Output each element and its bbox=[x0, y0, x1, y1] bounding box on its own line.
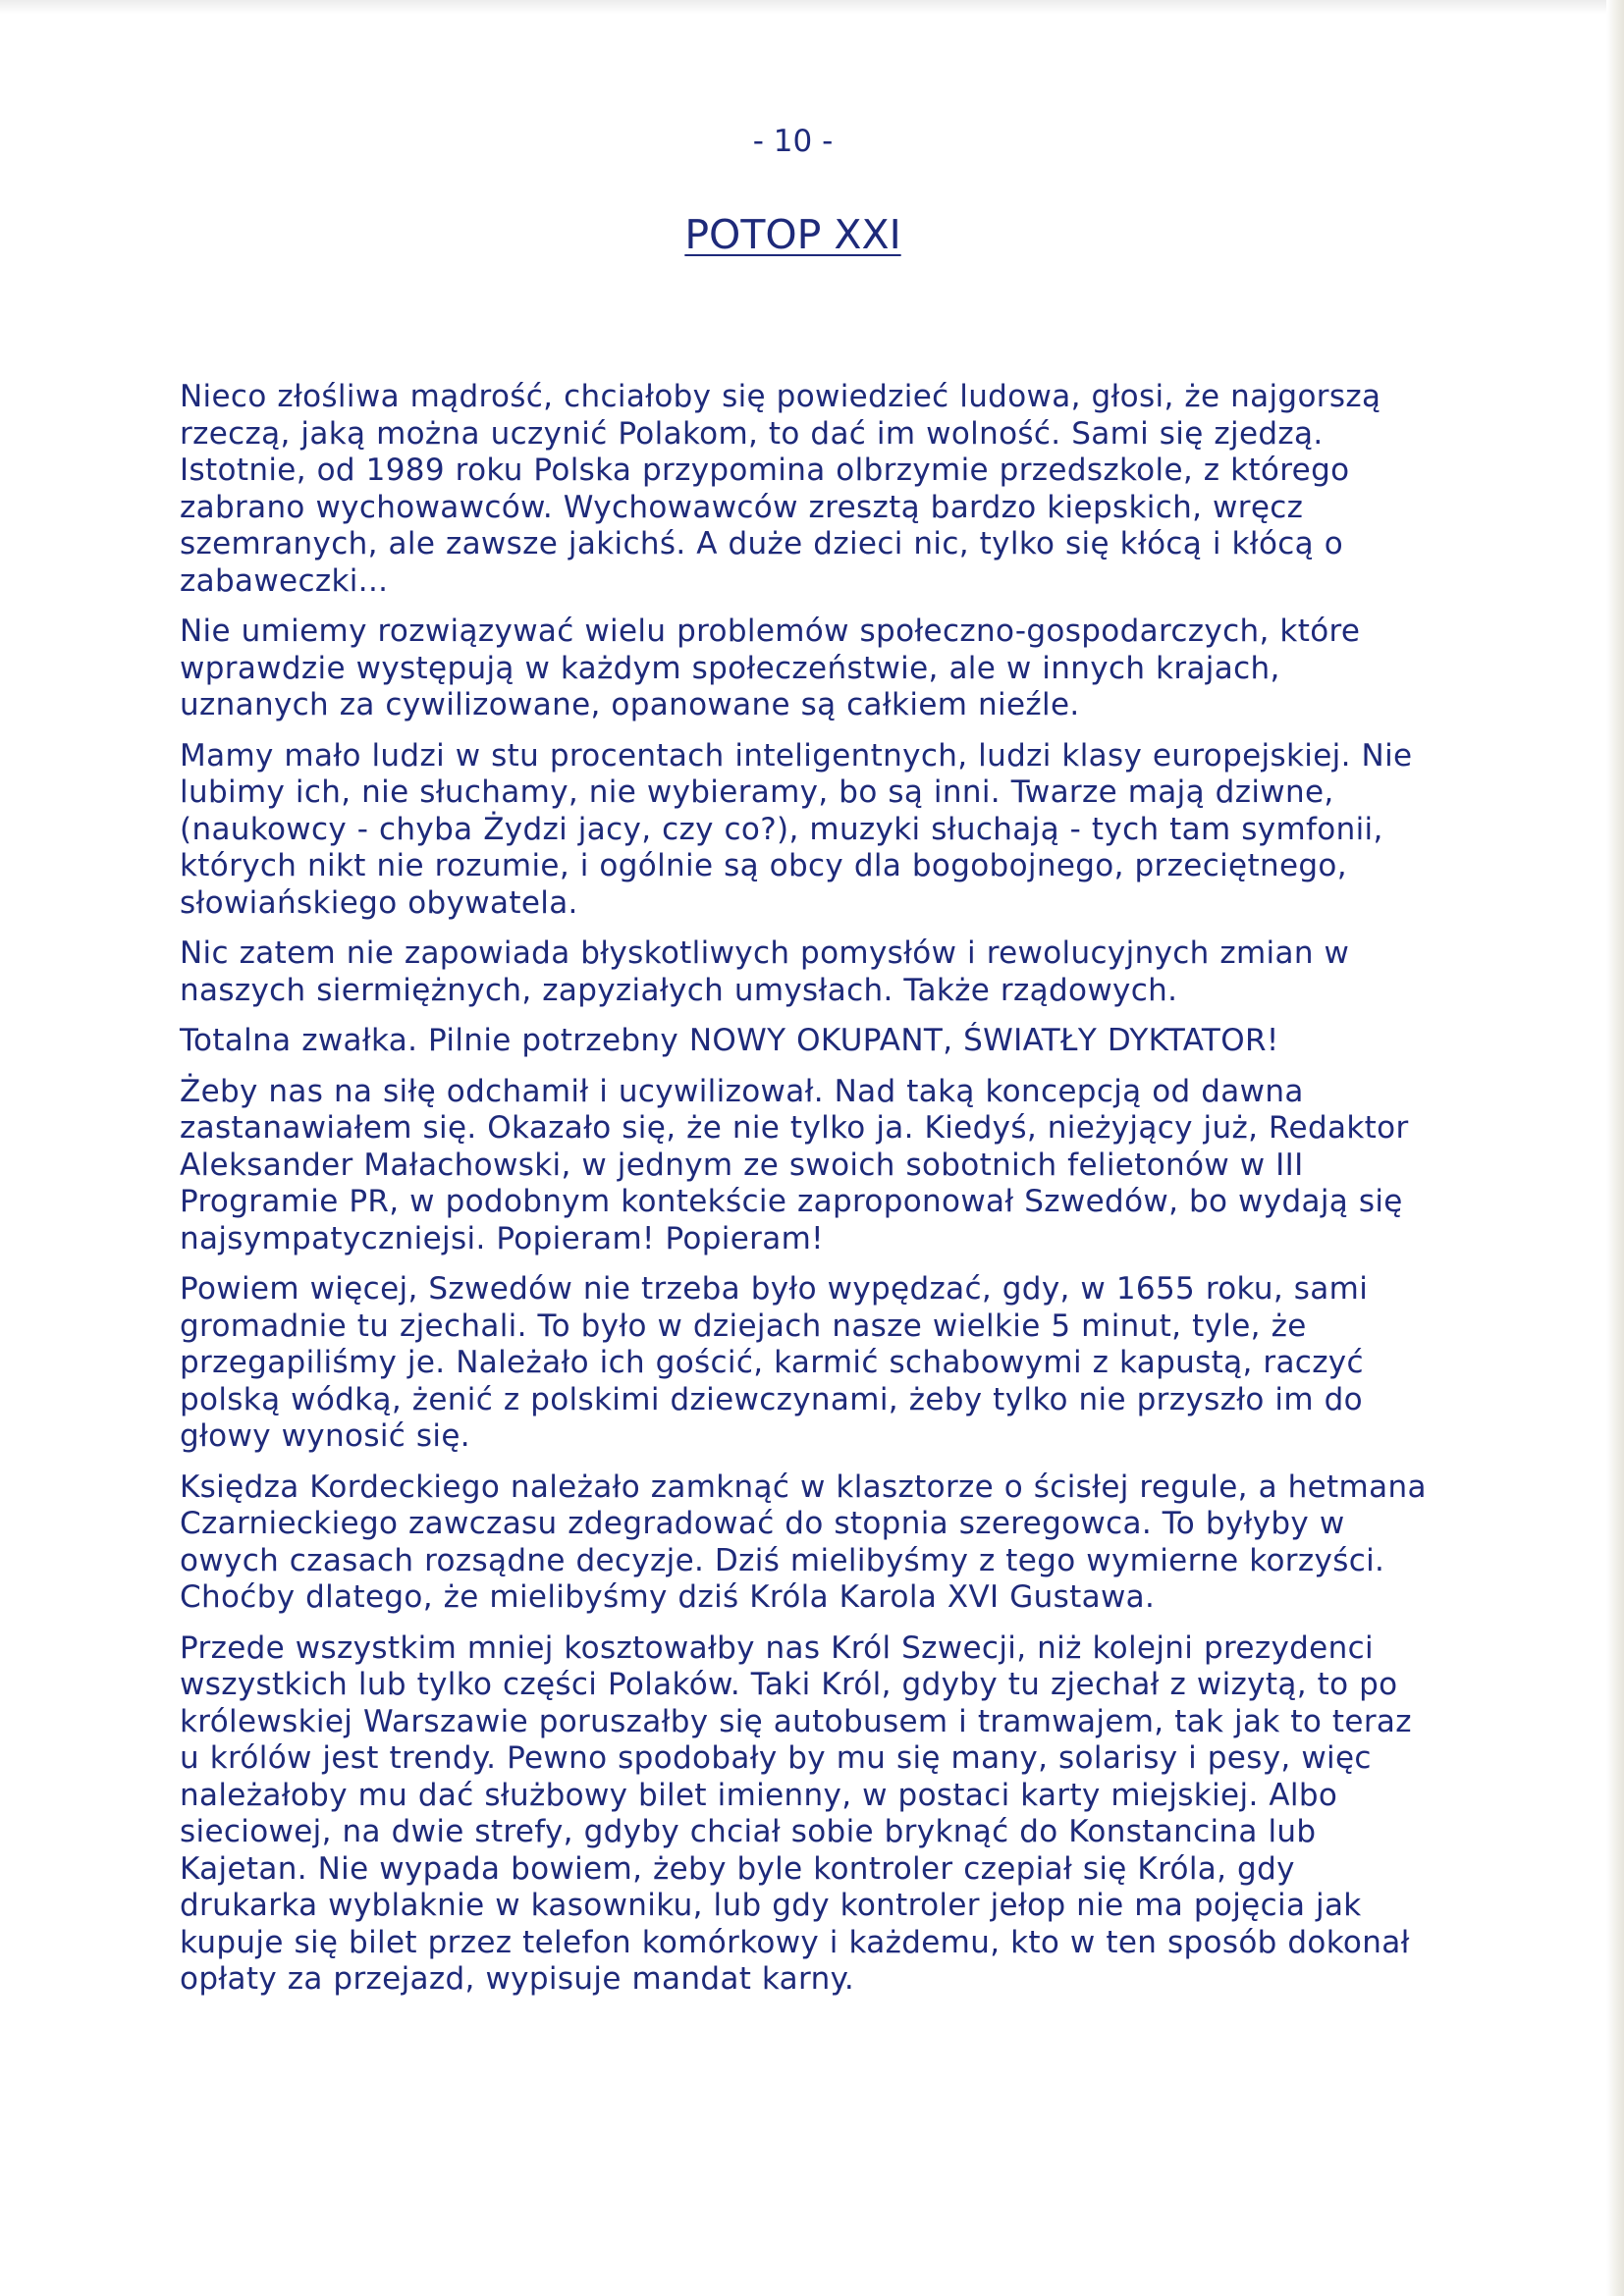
paragraph-4: Nic zatem nie zapowiada błyskotliwych pomysłów i rewolucyjnych zmian w naszych siermiężnych, zapyziałych umysłach. Także rządowych. bbox=[180, 935, 1350, 1008]
document-title-text: POTOP XXI bbox=[684, 211, 901, 258]
paragraph-1: Nieco złośliwa mądrość, chciałoby się powiedzieć ludowa, głosi, że najgorszą rzeczą, jaką można uczynić Polakom, to dać im wolność. Sami się zjedzą. Istotnie, od 1989 roku Polska przypomina olbrzymie przedszkole, z którego zabrano wychowawców. Wychowawców zresztą bardzo kiepskich, wręcz szemranych, ale zawsze jakichś. A duże dzieci nic, tylko się kłócą i kłócą o zabaweczki... bbox=[180, 379, 1381, 599]
page-number: - 10 - bbox=[752, 124, 834, 159]
document-title bbox=[0, 211, 1586, 258]
paragraph-7: Powiem więcej, Szwedów nie trzeba było wypędzać, gdy, w 1655 roku, sami gromadnie tu zjechali. To było w dziejach nasze wielkie 5 minut, tyle, że przegapiliśmy je. Należało ich gościć, karmić schabowymi z kapustą, raczyć polską wódką, żenić z polskimi dziewczynami, żeby tylko nie przyszło im do głowy wynosić się. bbox=[180, 1271, 1369, 1454]
paragraph-3: Mamy mało ludzi w stu procentach inteligentnych, ludzi klasy europejskiej. Nie lubimy ich, nie słuchamy, nie wybieramy, bo są inni. Twarze mają dziwne, (naukowcy - chyba Żydzi jacy, czy co?), muzyki słuchają - tych tam symfonii, których nikt nie rozumie, i ogólnie są obcy dla bogobojnego, przeciętnego, słowiańskiego obywatela. bbox=[180, 737, 1413, 921]
scan-top-edge bbox=[0, 0, 1624, 14]
document-body bbox=[180, 379, 1427, 2012]
paragraph-6: Żeby nas na siłę odchamił i ucywilizował. Nad taką koncepcją od dawna zastanawiałem się. Okazało się, że nie tylko ja. Kiedyś, nieżyjący już, Redaktor Aleksander Małachowski, w jednym ze swoich sobotnich felietonów w III Programie PR, w podobnym kontekście zaproponował Szwedów, bo wydają się najsympatyczniejsi. Popieram! Popieram! bbox=[180, 1073, 1409, 1256]
paragraph-8: Księdza Kordeckiego należało zamknąć w klasztorze o ścisłej regule, a hetmana Czarnieckiego zawczasu zdegradować do stopnia szeregowca. To byłyby w owych czasach rozsądne decyzje. Dziś mielibyśmy z tego wymierne korzyści. Choćby dlatego, że mielibyśmy dziś Króla Karola XVI Gustawa. bbox=[180, 1468, 1427, 1615]
paragraph-5: Totalna zwałka. Pilnie potrzebny NOWY OKUPANT, ŚWIATŁY DYKTATOR! bbox=[180, 1023, 1279, 1058]
scan-right-edge bbox=[1606, 0, 1624, 2296]
paragraph-9: Przede wszystkim mniej kosztowałby nas Król Szwecji, niż kolejni prezydenci wszystkich lub tylko części Polaków. Taki Król, gdyby tu zjechał z wizytą, to po królewskiej Warszawie poruszałby się autobusem i tramwajem, tak jak to teraz u królów jest trendy. Pewno spodobały by mu się many, solarisy i pesy, więc należałoby mu dać służbowy bilet imienny, w postaci karty miejskiej. Albo sieciowej, na dwie strefy, gdyby chciał sobie bryknąć do Konstancina lub Kajetan. Nie wypada bowiem, żeby byle kontroler czepiał się Króla, gdy drukarka wyblaknie w kasowniku, lub gdy kontroler jełop nie ma pojęcia jak kupuje się bilet przez telefon komórkowy i każdemu, kto w ten sposób dokonał opłaty za przejazd, wypisuje mandat karny. bbox=[180, 1629, 1412, 1997]
paragraph-2: Nie umiemy rozwiązywać wielu problemów społeczno-gospodarczych, które wprawdzie występują w każdym społeczeństwie, ale w innych krajach, uznanych za cywilizowane, opanowane są całkiem nieźle. bbox=[180, 614, 1361, 722]
